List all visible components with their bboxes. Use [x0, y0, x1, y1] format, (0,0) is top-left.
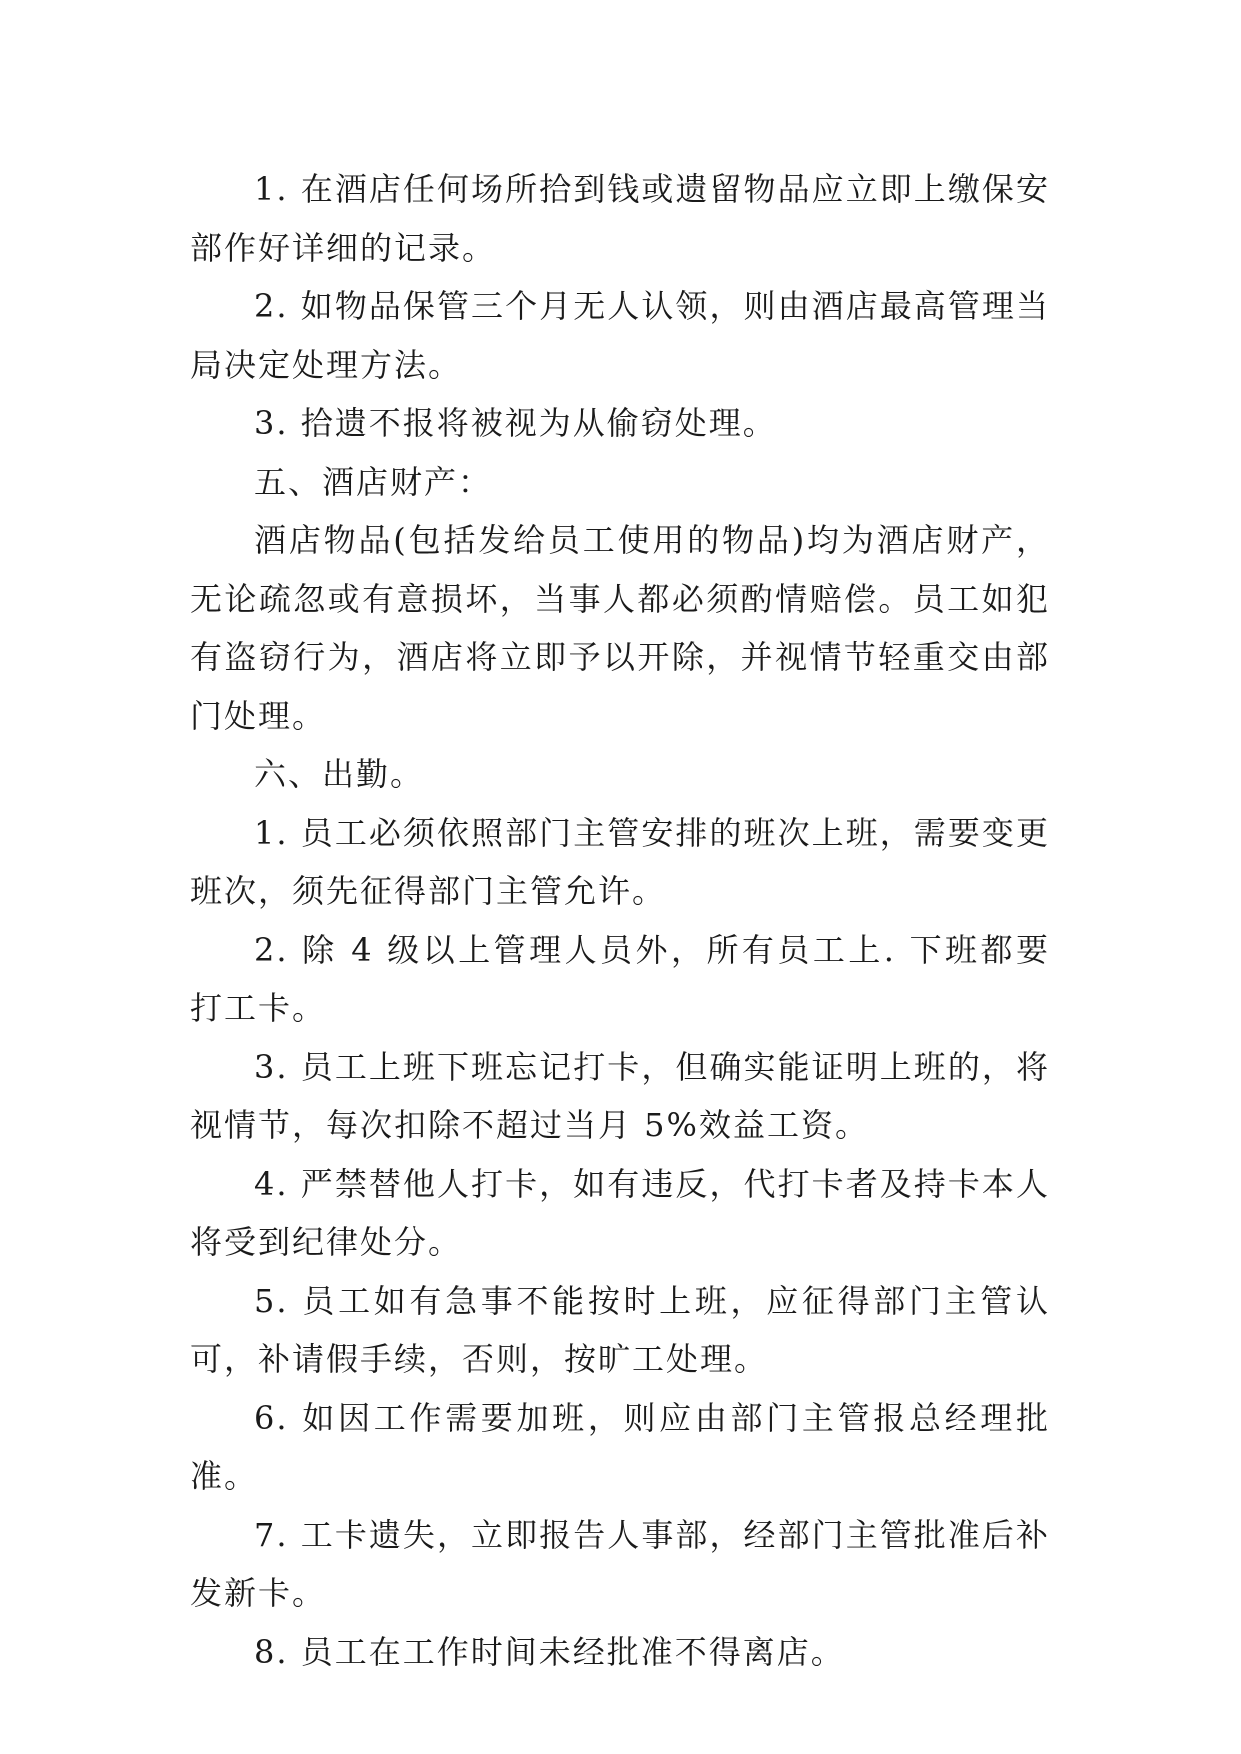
- paragraph-attendance-3: 3. 员工上班下班忘记打卡，但确实能证明上班的，将视情节，每次扣除不超过当月 5%效益工资。: [190, 1047, 1050, 1144]
- paragraph-lost-found-1: 1. 在酒店任何场所拾到钱或遗留物品应立即上缴保安部作好详细的记录。: [190, 170, 1050, 267]
- paragraph-lost-found-2: 2. 如物品保管三个月无人认领，则由酒店最高管理当局决定处理方法。: [190, 287, 1050, 384]
- paragraph-hotel-property: 酒店物品(包括发给员工使用的物品)均为酒店财产，无论疏忽或有意损坏，当事人都必须酌情赔偿。员工如犯有盗窃行为，酒店将立即予以开除，并视情节轻重交由部门处理。: [190, 521, 1050, 735]
- document-body: [190, 160, 1050, 1681]
- paragraph-lost-found-3: 3. 拾遗不报将被视为从偷窃处理。: [254, 404, 777, 442]
- section-heading-hotel-property: 五、酒店财产：: [254, 462, 493, 501]
- paragraph-attendance-7: 7. 工卡遗失，立即报告人事部，经部门主管批准后补发新卡。: [190, 1515, 1050, 1612]
- paragraph-attendance-2: 2. 除 4 级以上管理人员外，所有员工上. 下班都要打工卡。: [190, 930, 1050, 1027]
- section-heading-attendance: 六、出勤。: [254, 755, 425, 793]
- paragraph-attendance-8: 8. 员工在工作时间未经批准不得离店。: [254, 1632, 845, 1671]
- paragraph-attendance-5: 5. 员工如有急事不能按时上班，应征得部门主管认可，补请假手续，否则，按旷工处理。: [190, 1281, 1050, 1378]
- paragraph-attendance-6: 6. 如因工作需要加班，则应由部门主管报总经理批准。: [190, 1398, 1050, 1495]
- paragraph-attendance-1: 1. 员工必须依照部门主管安排的班次上班，需要变更班次，须先征得部门主管允许。: [190, 813, 1050, 910]
- paragraph-attendance-4: 4. 严禁替他人打卡，如有违反，代打卡者及持卡本人将受到纪律处分。: [190, 1164, 1050, 1261]
